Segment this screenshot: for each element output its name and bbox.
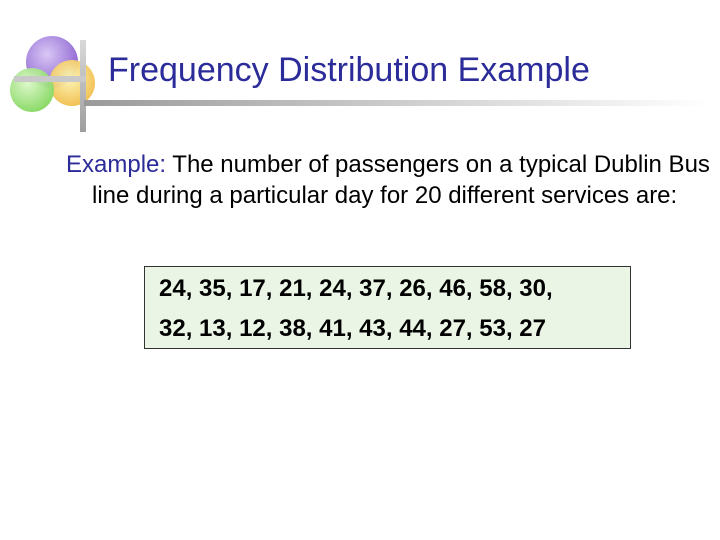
- data-line: 24, 35, 17, 21, 24, 37, 26, 46, 58, 30,: [159, 275, 553, 302]
- example-lead: Example:: [66, 151, 167, 178]
- title-divider: [84, 98, 708, 108]
- example-text: The number of passengers on a typical Dublin Bus line during a particular day for 20 different services are:: [92, 151, 710, 209]
- slide-title: Frequency Distribution Example: [108, 51, 590, 89]
- data-box: [144, 266, 631, 349]
- decorative-logo-icon: [0, 0, 110, 140]
- data-line: 32, 13, 12, 38, 41, 43, 44, 27, 53, 27: [159, 315, 546, 342]
- example-paragraph: [66, 149, 720, 211]
